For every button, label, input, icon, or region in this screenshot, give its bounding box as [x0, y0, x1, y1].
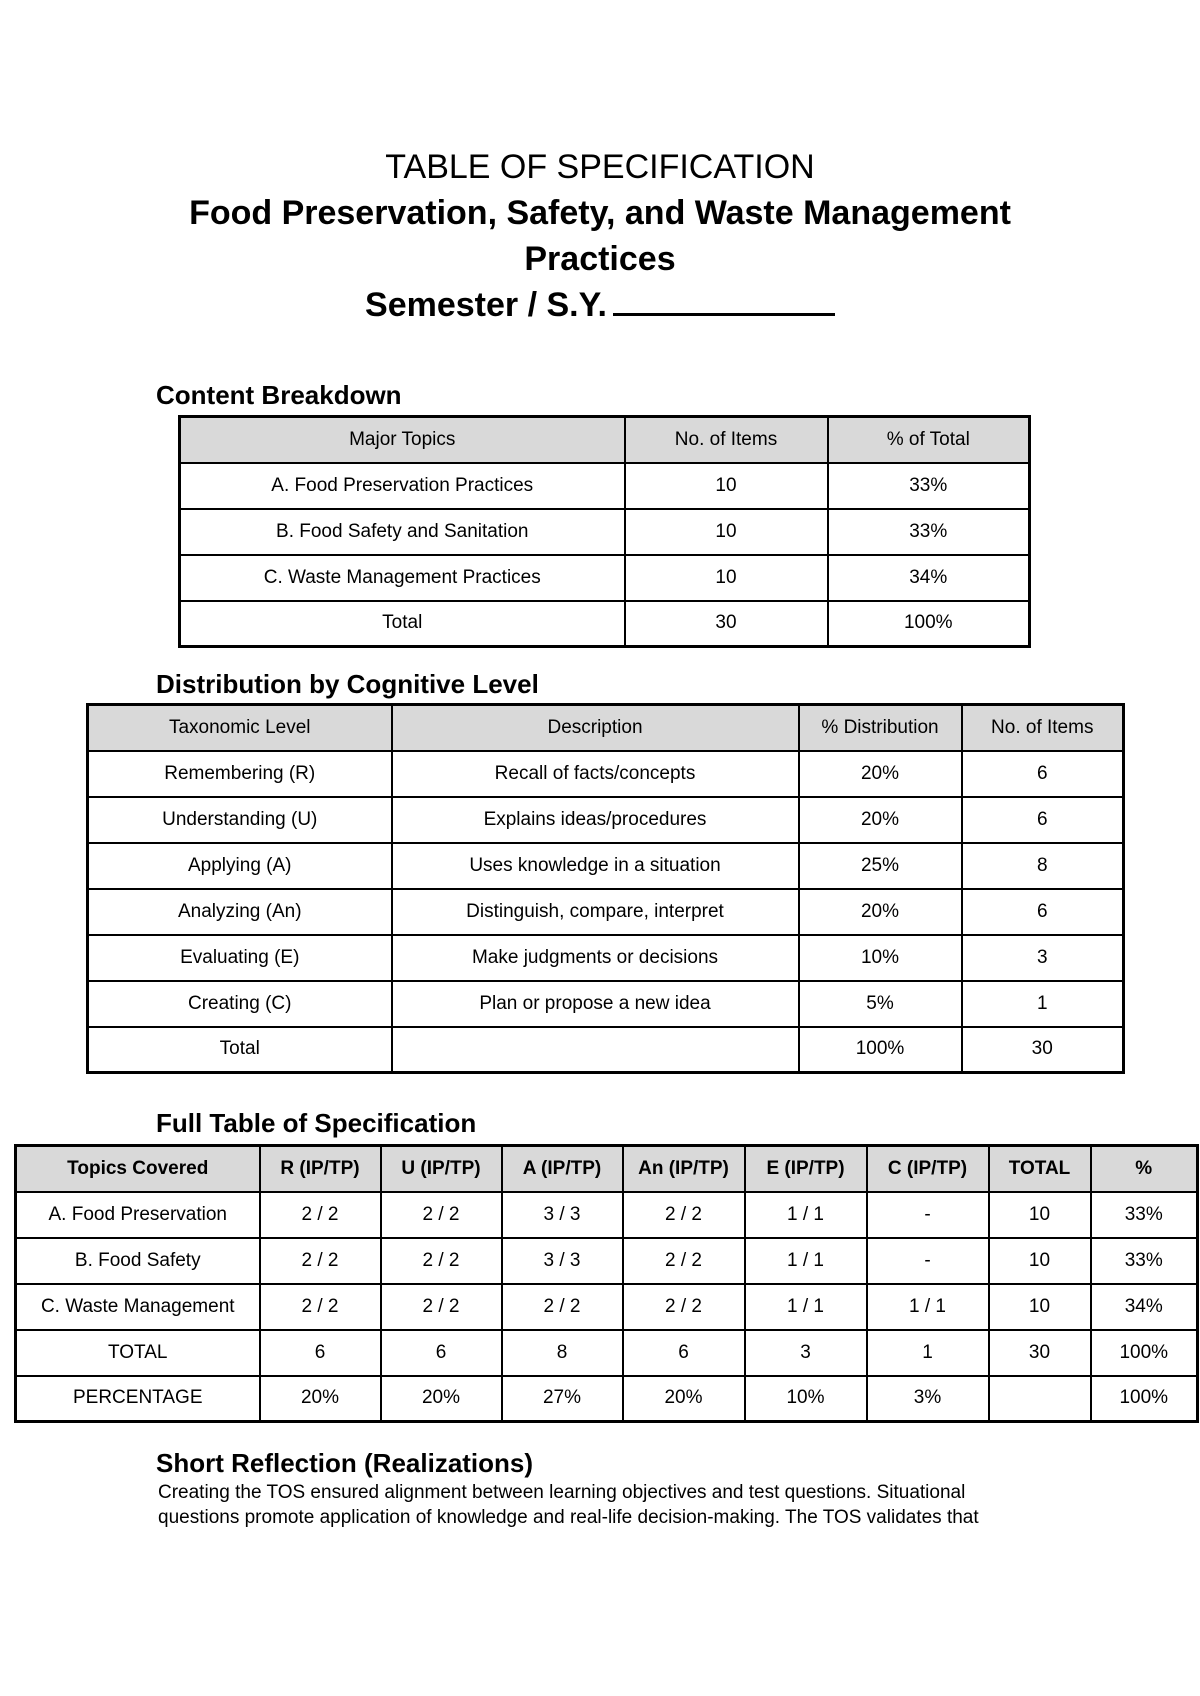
table-cell: 20% — [623, 1376, 745, 1422]
table-cell: 33% — [1091, 1238, 1198, 1284]
header-no-of-items: No. of Items — [625, 417, 828, 463]
header-taxonomic-level: Taxonomic Level — [88, 705, 392, 751]
content-breakdown-heading: Content Breakdown — [156, 380, 402, 410]
table-cell: 1 / 1 — [745, 1238, 867, 1284]
table-cell: - — [867, 1192, 989, 1238]
header-total: TOTAL — [989, 1146, 1091, 1192]
table-cell: 20% — [799, 889, 962, 935]
table-cell: 6 — [962, 797, 1124, 843]
table-cell: 3 — [962, 935, 1124, 981]
document-subtitle: Food Preservation, Safety, and Waste Management — [189, 194, 1011, 232]
table-cell: Plan or propose a new idea — [392, 981, 799, 1027]
table-cell: - — [867, 1238, 989, 1284]
reflection-line: Creating the TOS ensured alignment between learning objectives and test questions. Situational — [158, 1482, 966, 1503]
table-cell: 100% — [828, 601, 1030, 647]
table-cell: A. Food Preservation Practices — [180, 463, 625, 509]
table-cell: 3% — [867, 1376, 989, 1422]
table-cell: 6 — [623, 1330, 745, 1376]
table-cell: Make judgments or decisions — [392, 935, 799, 981]
table-cell: 2 / 2 — [381, 1192, 502, 1238]
table-row — [88, 981, 1124, 1027]
table-cell: Understanding (U) — [88, 797, 392, 843]
table-cell: 100% — [799, 1027, 962, 1073]
table-cell: 33% — [828, 509, 1030, 555]
table-row — [88, 843, 1124, 889]
table-cell: 2 / 2 — [502, 1284, 623, 1330]
table-cell: 30 — [989, 1330, 1091, 1376]
table-row — [180, 555, 1030, 601]
table-cell: Explains ideas/procedures — [392, 797, 799, 843]
header-c: C (IP/TP) — [867, 1146, 989, 1192]
table-cell: 1 — [962, 981, 1124, 1027]
table-cell: Recall of facts/concepts — [392, 751, 799, 797]
table-cell: 6 — [381, 1330, 502, 1376]
table-cell: 1 / 1 — [745, 1284, 867, 1330]
table-cell: 10% — [745, 1376, 867, 1422]
table-cell: 10% — [799, 935, 962, 981]
table-cell: Applying (A) — [88, 843, 392, 889]
table-cell — [392, 1027, 799, 1073]
header-topics-covered: Topics Covered — [16, 1146, 260, 1192]
table-cell: 20% — [799, 797, 962, 843]
table-cell: C. Waste Management — [16, 1284, 260, 1330]
full-specification-table — [14, 1144, 1199, 1423]
table-total-row — [88, 1027, 1124, 1073]
header-u: U (IP/TP) — [381, 1146, 502, 1192]
table-cell: 8 — [502, 1330, 623, 1376]
table-row — [180, 509, 1030, 555]
table-cell: Total — [180, 601, 625, 647]
table-cell: Uses knowledge in a situation — [392, 843, 799, 889]
table-cell: 30 — [625, 601, 828, 647]
header-an: An (IP/TP) — [623, 1146, 745, 1192]
table-cell: 100% — [1091, 1376, 1198, 1422]
table-cell: 6 — [260, 1330, 381, 1376]
table-cell: 2 / 2 — [623, 1238, 745, 1284]
table-cell: 34% — [828, 555, 1030, 601]
table-cell — [989, 1376, 1091, 1422]
table-cell: 10 — [989, 1192, 1091, 1238]
table-cell: 2 / 2 — [623, 1192, 745, 1238]
document-title-block — [0, 144, 1200, 328]
cognitive-distribution-table — [86, 703, 1125, 1074]
header-major-topics: Major Topics — [180, 417, 625, 463]
content-breakdown-table — [178, 415, 1031, 648]
document-title: TABLE OF SPECIFICATION — [385, 148, 815, 186]
table-cell: 6 — [962, 889, 1124, 935]
table-cell: 27% — [502, 1376, 623, 1422]
table-cell: B. Food Safety — [16, 1238, 260, 1284]
header-description: Description — [392, 705, 799, 751]
table-cell: 6 — [962, 751, 1124, 797]
table-cell: TOTAL — [16, 1330, 260, 1376]
header-pct-total: % of Total — [828, 417, 1030, 463]
semester-line — [0, 282, 1200, 328]
table-cell: 1 — [867, 1330, 989, 1376]
header-a: A (IP/TP) — [502, 1146, 623, 1192]
table-cell: 34% — [1091, 1284, 1198, 1330]
table-cell: 8 — [962, 843, 1124, 889]
table-cell: 1 / 1 — [745, 1192, 867, 1238]
reflection-text — [158, 1480, 1058, 1530]
table-row — [16, 1284, 1198, 1330]
table-header-row — [88, 705, 1124, 751]
table-cell: Analyzing (An) — [88, 889, 392, 935]
table-cell: 3 — [745, 1330, 867, 1376]
table-cell: 10 — [625, 509, 828, 555]
table-total-row — [16, 1330, 1198, 1376]
table-cell: 2 / 2 — [260, 1192, 381, 1238]
table-header-row — [16, 1146, 1198, 1192]
table-total-row — [180, 601, 1030, 647]
table-cell: 10 — [989, 1238, 1091, 1284]
full-table-heading: Full Table of Specification — [156, 1108, 477, 1138]
table-cell: 5% — [799, 981, 962, 1027]
table-cell: 25% — [799, 843, 962, 889]
semester-blank — [613, 287, 835, 316]
table-cell: 20% — [381, 1376, 502, 1422]
cognitive-distribution-heading: Distribution by Cognitive Level — [156, 669, 539, 699]
table-row — [88, 797, 1124, 843]
table-row — [16, 1238, 1198, 1284]
table-cell: 3 / 3 — [502, 1192, 623, 1238]
table-cell: 2 / 2 — [381, 1238, 502, 1284]
table-row — [180, 463, 1030, 509]
header-e: E (IP/TP) — [745, 1146, 867, 1192]
table-cell: C. Waste Management Practices — [180, 555, 625, 601]
table-cell: 1 / 1 — [867, 1284, 989, 1330]
header-percent: % — [1091, 1146, 1198, 1192]
document-subtitle-cont: Practices — [524, 240, 676, 278]
table-row — [88, 751, 1124, 797]
table-cell: 2 / 2 — [381, 1284, 502, 1330]
table-cell: PERCENTAGE — [16, 1376, 260, 1422]
table-cell: A. Food Preservation — [16, 1192, 260, 1238]
table-cell: 30 — [962, 1027, 1124, 1073]
table-cell: 20% — [260, 1376, 381, 1422]
table-cell: 100% — [1091, 1330, 1198, 1376]
table-header-row — [180, 417, 1030, 463]
header-pct-distribution: % Distribution — [799, 705, 962, 751]
reflection-heading: Short Reflection (Realizations) — [156, 1448, 534, 1478]
table-cell: 33% — [828, 463, 1030, 509]
table-cell: 33% — [1091, 1192, 1198, 1238]
reflection-line: questions promote application of knowledge and real-life decision-making. The TOS validates that — [158, 1507, 979, 1528]
table-cell: 10 — [989, 1284, 1091, 1330]
table-cell: 10 — [625, 463, 828, 509]
table-cell: Total — [88, 1027, 392, 1073]
table-percentage-row — [16, 1376, 1198, 1422]
table-cell: 20% — [799, 751, 962, 797]
semester-label: Semester / S.Y. — [365, 286, 607, 324]
table-cell: Evaluating (E) — [88, 935, 392, 981]
table-cell: B. Food Safety and Sanitation — [180, 509, 625, 555]
table-row — [16, 1192, 1198, 1238]
table-cell: 2 / 2 — [260, 1238, 381, 1284]
table-cell: 10 — [625, 555, 828, 601]
table-cell: 2 / 2 — [623, 1284, 745, 1330]
table-row — [88, 935, 1124, 981]
table-cell: Creating (C) — [88, 981, 392, 1027]
table-cell: 2 / 2 — [260, 1284, 381, 1330]
table-row — [88, 889, 1124, 935]
table-cell: Distinguish, compare, interpret — [392, 889, 799, 935]
table-cell: Remembering (R) — [88, 751, 392, 797]
header-no-of-items: No. of Items — [962, 705, 1124, 751]
table-cell: 3 / 3 — [502, 1238, 623, 1284]
header-r: R (IP/TP) — [260, 1146, 381, 1192]
